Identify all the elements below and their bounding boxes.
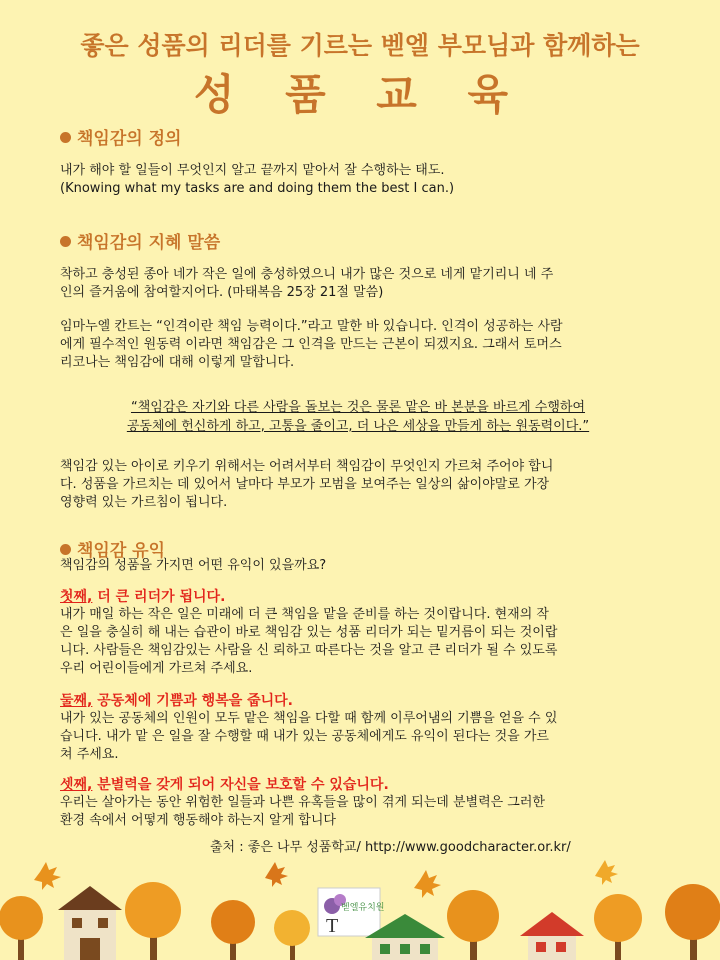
tree-icon <box>274 910 310 960</box>
wisdom-kant: 임마누엘 칸트는 “인격이란 책임 능력이다.”라고 말한 바 있습니다. 인격이 성공하는 사람 에게 필수적인 원동력 이라면 책임감은 그 인격을 만드는 근본이 되겠지요. 그래서 토머스 리코나는 책임감에 대해 이렇게 말합니다. <box>60 319 563 370</box>
benefit-2-ordinal: 둘째, <box>60 693 93 709</box>
logo-letter: T <box>326 915 339 937</box>
benefit-3-text: 우리는 살아가는 동안 위험한 일들과 나쁜 유혹들을 많이 겪게 되는데 분별력은 그러한 환경 속에서 어떻게 행동해야 하는지 알게 합니다 <box>60 795 545 828</box>
poster-title: 성 품 교 육 <box>193 70 527 119</box>
benefits-heading-text: 책임감 유익 <box>77 541 166 561</box>
tree-icon <box>125 882 181 960</box>
benefit-3-title <box>60 774 389 794</box>
maple-leaf-icon <box>265 862 288 887</box>
benefit-1-ordinal: 첫째, <box>60 589 93 605</box>
house-icon <box>520 912 584 960</box>
benefit-1-title-text: 더 큰 리더가 됩니다. <box>92 589 226 605</box>
tree-icon <box>0 896 43 960</box>
poster-subtitle: 좋은 성품의 리더를 기르는 벧엘 부모님과 함께하는 <box>80 31 640 60</box>
benefit-3-title-text: 분별력을 갖게 되어 자신을 보호할 수 있습니다. <box>92 777 389 793</box>
wisdom-conclusion: 책임감 있는 아이로 키우기 위해서는 어려서부터 책임감이 무엇인지 가르쳐 주어야 합니 다. 성품을 가르치는 데 있어서 날마다 부모가 모범을 보여주는 일상의 삶이야말로 가장 영향력 있는 가르침이 됩니다. <box>60 459 554 510</box>
benefit-2-title-text: 공동체에 기쁨과 행복을 줍니다. <box>92 693 294 709</box>
wisdom-verse: 착하고 충성된 종아 네가 작은 일에 충성하였으니 내가 많은 것으로 네게 맡기리니 네 주 인의 즐거움에 참여할지어다. (마태복음 25장 21절 말씀) <box>60 267 554 300</box>
maple-leaf-icon <box>414 870 441 898</box>
tree-icon <box>665 884 720 960</box>
autumn-scene-illustration <box>0 840 720 960</box>
benefits-intro: 책임감의 성품을 가지면 어떤 유익이 있을까요? <box>60 558 327 573</box>
benefit-2-title <box>60 690 293 710</box>
wisdom-heading <box>60 228 220 253</box>
tree-icon <box>211 900 255 960</box>
definition-text: 내가 해야 할 일들이 무엇인지 알고 끝까지 맡아서 잘 수행하는 태도. (Knowing what my tasks are and doing them the best I can.) <box>60 163 455 196</box>
benefit-1-title <box>60 586 225 606</box>
bullet-icon <box>60 236 71 247</box>
tree-icon <box>447 890 499 960</box>
benefit-2-text: 내가 있는 공동체의 인원이 모두 맡은 책임을 다할 때 함께 이루어냄의 기쁨을 얻을 수 있 습니다. 내가 맡 은 일을 잘 수행할 때 내가 있는 공동체에게도 유익이 된다는 것을 가르 쳐 주세요. <box>60 711 558 762</box>
bullet-icon <box>60 132 71 143</box>
wisdom-quote: “책임감은 자기와 다른 사람을 돌보는 것은 물론 맡은 바 본분을 바르게 수행하여 공동체에 헌신하게 하고, 고통을 줄이고, 더 나은 세상을 만들게 하는 원동력이다.” <box>126 400 590 434</box>
kindergarten-logo <box>318 888 384 937</box>
bullet-icon <box>60 544 71 555</box>
definition-heading-text: 책임감의 정의 <box>77 129 182 149</box>
logo-text: 벧엘유치원 <box>341 903 385 913</box>
benefit-1-text: 내가 매일 하는 작은 일은 미래에 더 큰 책임을 맡을 준비를 하는 것이랍니다. 현재의 작 은 일을 충실히 해 내는 습관이 바로 책임감 있는 성품 리더가 되는 밑거름이 되는 것이랍 니다. 사람들은 책임감있는 사람을 신 뢰하고 따른다는 것을 알고 큰 리더가 될 수 있도록 우리 어린이들에게 가르쳐 주세요. <box>60 607 558 676</box>
maple-leaf-icon <box>34 862 61 890</box>
source-credit: 출처 : 좋은 나무 성품학교/ http://www.goodcharacter.or.kr/ <box>210 840 571 855</box>
definition-heading <box>60 124 181 149</box>
benefit-3-ordinal: 셋째, <box>60 777 93 793</box>
wisdom-heading-text: 책임감의 지혜 말씀 <box>77 233 221 253</box>
tree-icon <box>594 894 642 960</box>
house-icon <box>58 886 122 960</box>
maple-leaf-icon <box>595 860 618 885</box>
